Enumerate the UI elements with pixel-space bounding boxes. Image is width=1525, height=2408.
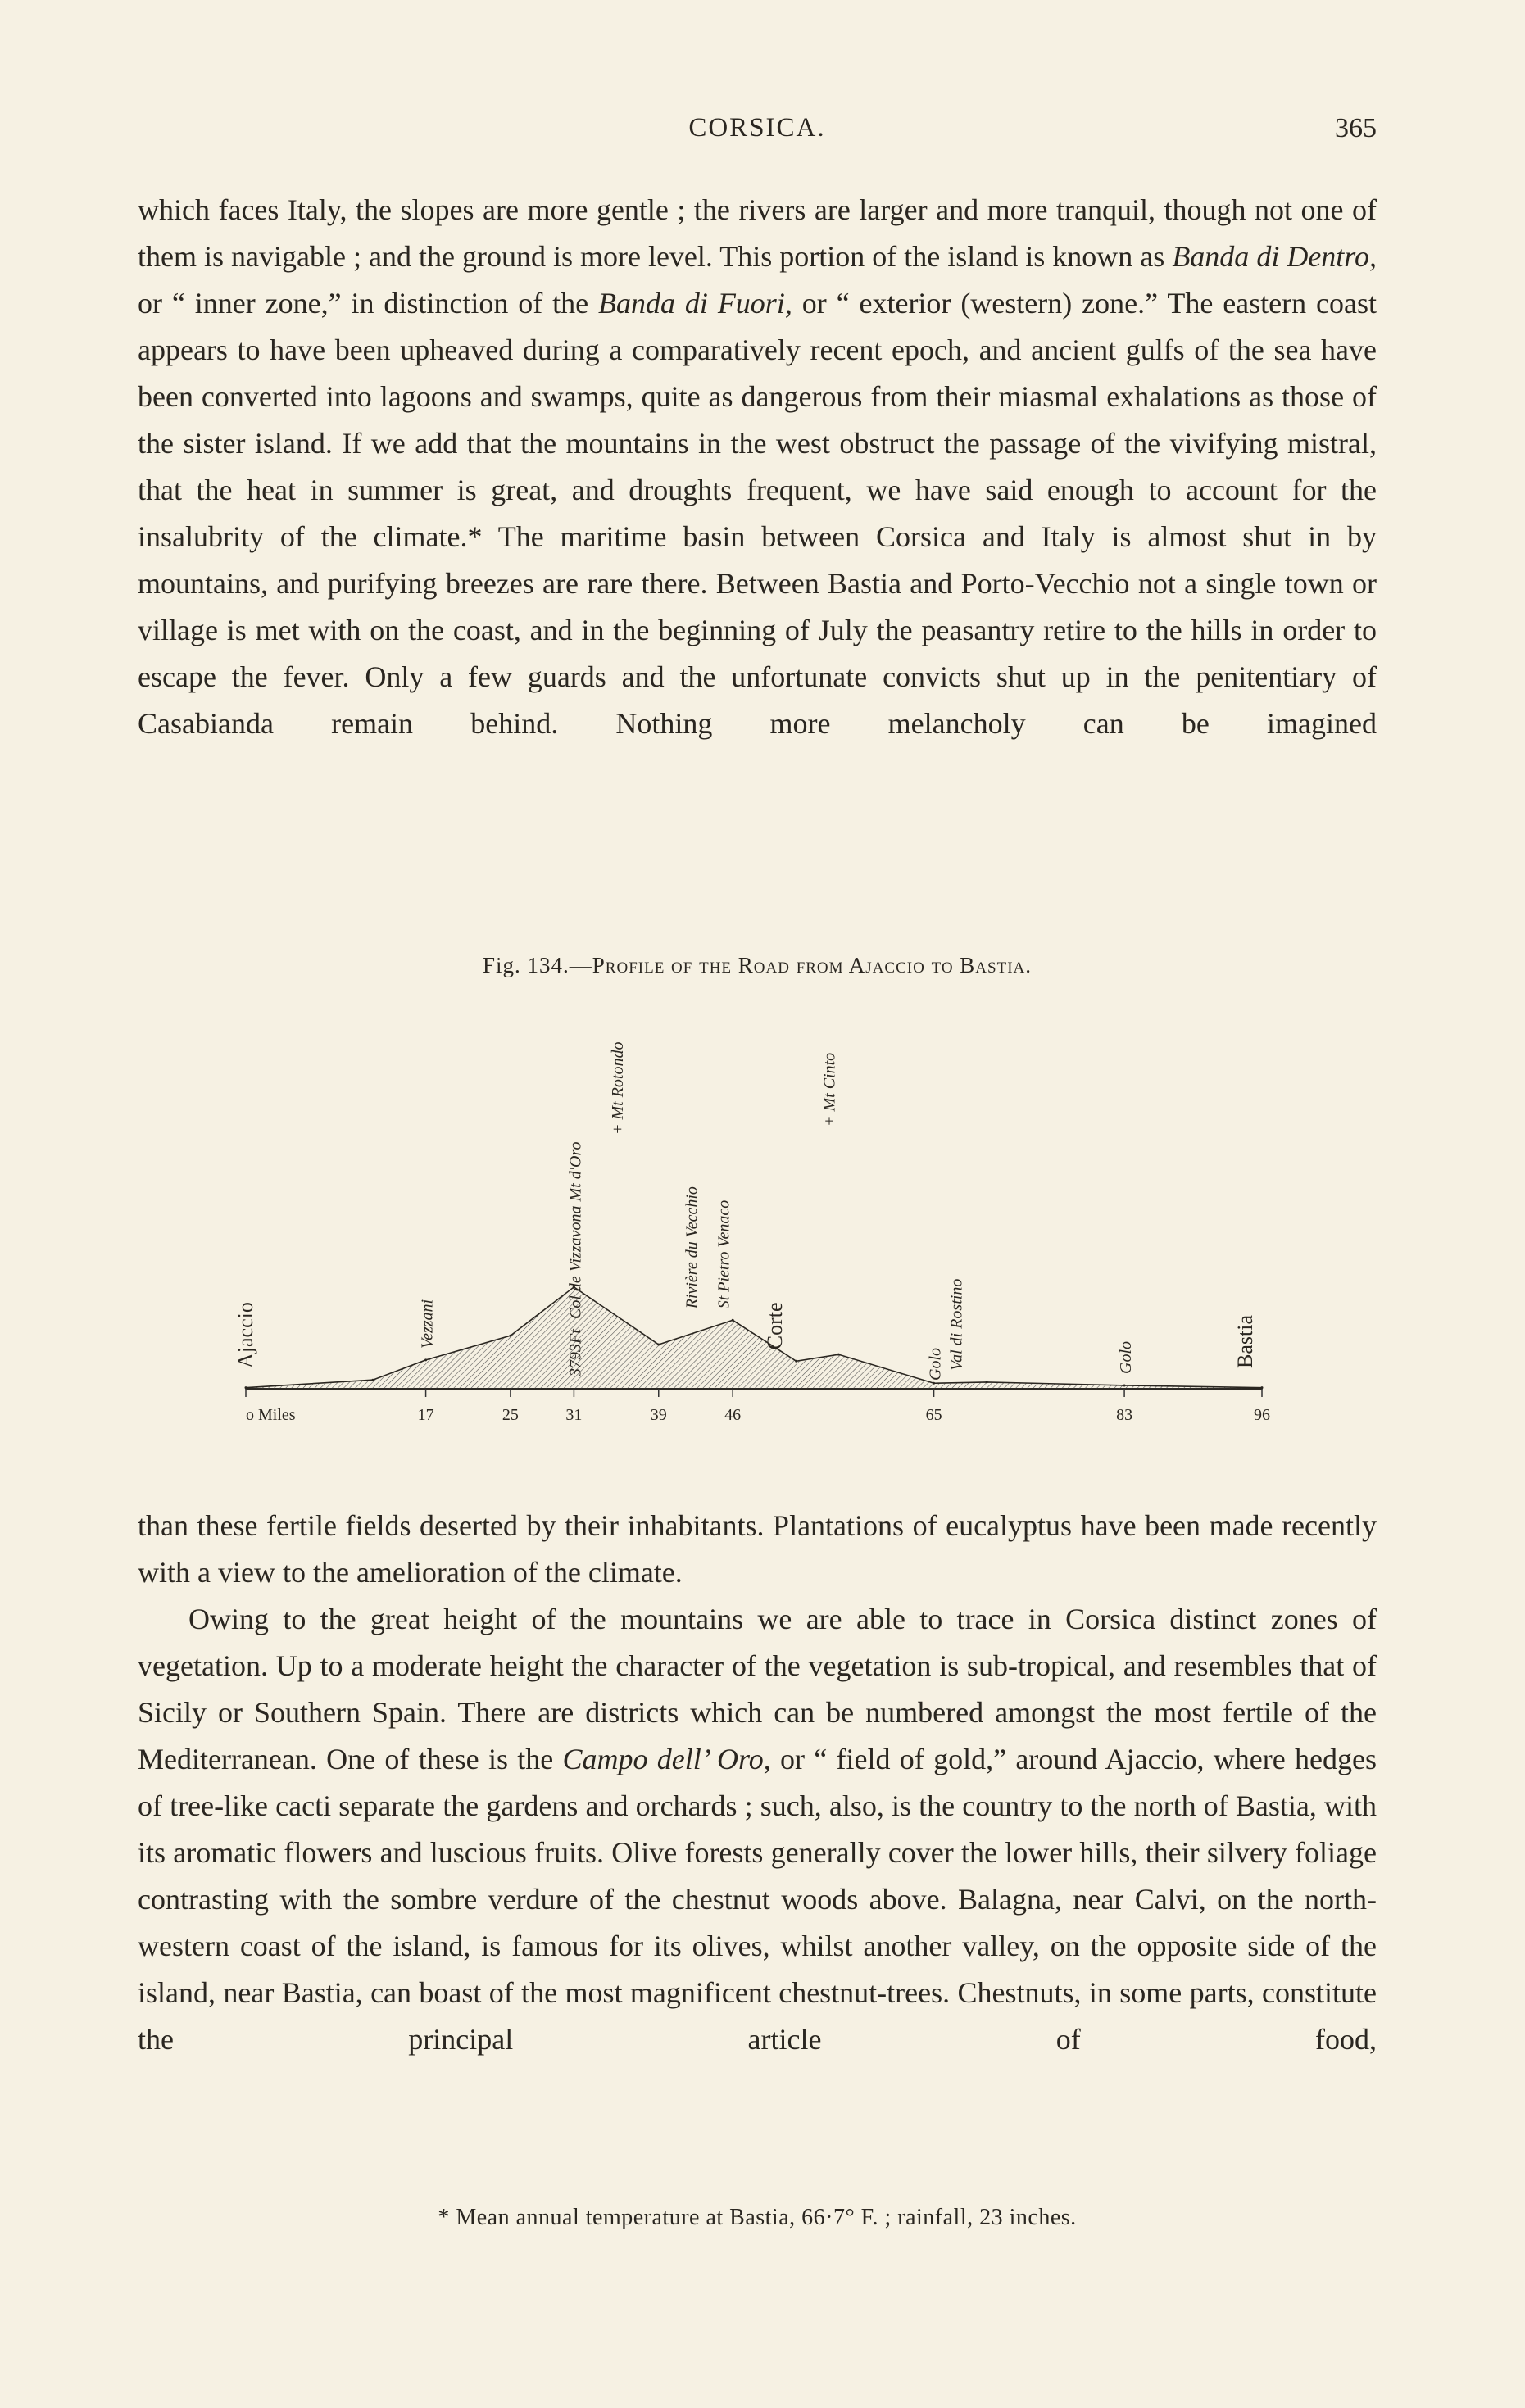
place-label: Golo: [1117, 1340, 1136, 1374]
profile-point: [837, 1354, 840, 1356]
profile-point: [1123, 1384, 1126, 1386]
x-tick-label: 25: [502, 1406, 519, 1424]
x-tick-label: 17: [417, 1406, 434, 1424]
italic-term: Banda di Dentro,: [1172, 240, 1377, 273]
place-label: Vezzani: [418, 1299, 437, 1349]
paragraph-2: [138, 1503, 1377, 1596]
place-label: + Mt Cinto: [820, 1052, 839, 1127]
running-head-title: CORSICA.: [688, 113, 826, 143]
place-label: Bastia: [1233, 1315, 1257, 1368]
x-tick-label: 39: [650, 1406, 667, 1424]
profile-point: [372, 1379, 374, 1381]
figure-caption-text: Profile of the Road from Ajaccio to Bastia.: [592, 953, 1032, 977]
profile-point: [509, 1335, 511, 1337]
place-label: Corte: [762, 1302, 787, 1350]
x-tick-label: 65: [925, 1406, 942, 1424]
x-tick-label: 31: [565, 1406, 583, 1424]
profile-point: [245, 1386, 247, 1389]
text-run: or “ exterior (western) zone.” The eastern coast appears to have been upheaved during a comparatively recent epoch, and ancient gulfs of the sea have been converted into lagoons and swamps, quite as dangerous from their miasmal exhalations as those of the sister island. If we add that the mountains in the west obstruct the passage of the vivifying mistral, that the heat in summer is great, and droughts frequent, we have said enough to account for the insalubrity of the climate.* The maritime basin between Corsica and Italy is almost shut in by mountains, and purifying breezes are rare there. Between Bastia and Porto-Vecchio not a single town or village is met with on the coast, and in the beginning of July the peasantry retire to the hills in order to escape the fever. Only a few guards and the unfortunate convicts shut up in the penitentiary of Casabianda remain behind. Nothing more melancholy can be imagined: [138, 287, 1377, 740]
place-label: + Mt Rotondo: [609, 1041, 628, 1135]
place-label: St Pietro Venaco: [715, 1199, 733, 1309]
place-label: Val di Rostino: [947, 1278, 966, 1371]
running-head: [138, 113, 1377, 146]
figure-caption-number: Fig. 134.—: [483, 953, 592, 977]
place-label: Rivière du Vecchio: [683, 1186, 701, 1309]
profile-point: [424, 1358, 427, 1361]
x-tick-label: 96: [1254, 1406, 1270, 1424]
profile-point: [732, 1319, 734, 1322]
profile-point: [1261, 1386, 1264, 1389]
x-tick-label: 46: [724, 1406, 742, 1424]
page-number: 365: [1335, 113, 1377, 143]
x-tick-label: 83: [1116, 1406, 1133, 1424]
text-run: Owing to the great height of the mountains we are able to trace in Corsica distinct zones of vegetation. Up to a moderate height the character of the vegetation is sub-tropical, and resembles that of Sicily or Southern Spain. There are districts which can be numbered amongst the most fertile of the Mediterranean. One of these is the: [138, 1603, 1377, 1775]
text-run: or “ inner zone,” in distinction of the: [138, 287, 599, 320]
x-tick-label: o Miles: [246, 1406, 296, 1424]
text-run: than these fertile fields deserted by their inhabitants. Plantations of eucalyptus have been made recently with a view to the amelioration of the climate.: [138, 1509, 1377, 1589]
text-run: or “ field of gold,” around Ajaccio, where hedges of tree-like cacti separate the gardens and orchards ; such, also, is the country to the north of Bastia, with its aromatic flowers and luscious fruits. Olive forests generally cover the lower hills, their silvery foliage contrasting with the sombre verdure of the chestnut woods above. Balagna, near Calvi, on the north-western coast of the island, is famous for its olives, whilst another valley, on the opposite side of the island, near Bastia, can boast of the most magnificent chestnut-trees. Chestnuts, in some parts, constitute the principal article of food,: [138, 1743, 1377, 2056]
profile-point: [657, 1344, 660, 1346]
elevation-profile-area: [246, 1287, 1262, 1389]
paragraph-1: [138, 187, 1377, 747]
text-run: which faces Italy, the slopes are more gentle ; the rivers are larger and more tranquil, though not one of them is navigable ; and the ground is more level. This portion of the island is known as: [138, 193, 1377, 273]
place-label: Col de Vizzavona Mt d'Oro: [566, 1141, 585, 1319]
profile-point: [933, 1382, 935, 1385]
place-label: 3793Ft: [566, 1329, 585, 1376]
italic-term: Banda di Fuori,: [598, 287, 792, 320]
figure-caption: [138, 953, 1377, 978]
italic-term: Campo dell’ Oro,: [562, 1743, 771, 1775]
place-label: Ajaccio: [234, 1302, 257, 1368]
profile-point: [986, 1381, 988, 1383]
footnote: * Mean annual temperature at Bastia, 66·7° F. ; rainfall, 23 inches.: [438, 2205, 1077, 2230]
profile-point: [795, 1360, 797, 1363]
place-label: Golo: [926, 1348, 945, 1381]
road-profile-chart: [234, 995, 1287, 1454]
paragraph-3: [138, 1596, 1377, 2063]
